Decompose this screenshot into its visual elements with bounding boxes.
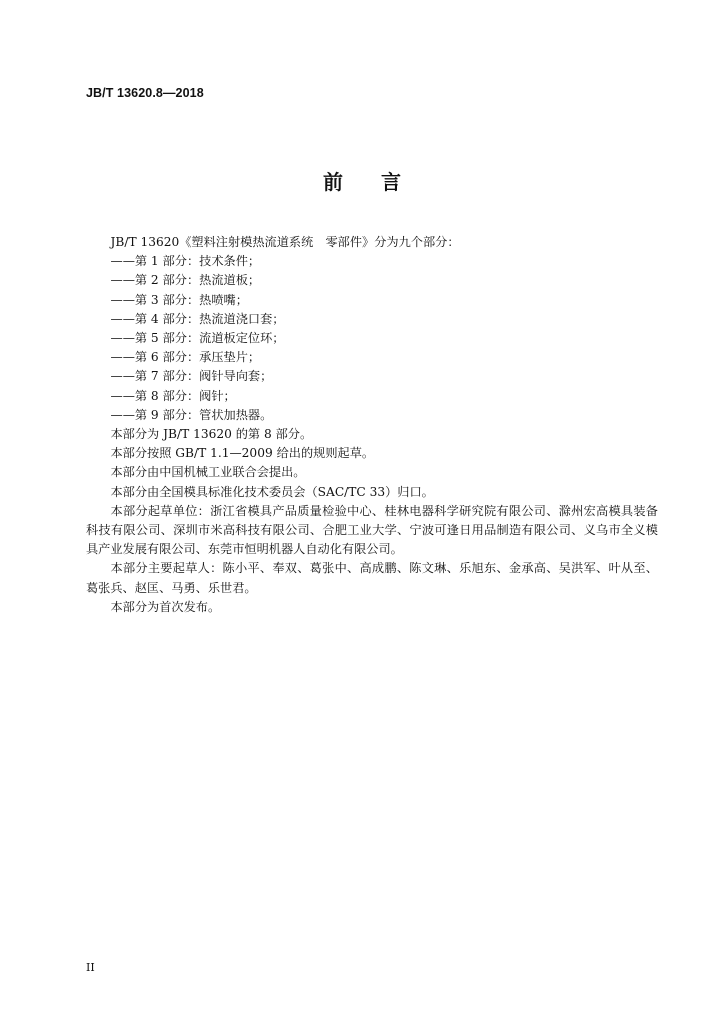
proposed-by-paragraph: 本部分由中国机械工业联合会提出。 bbox=[110, 465, 306, 480]
part-list-item: ——第 6 部分：承压垫片； bbox=[110, 350, 261, 365]
drafters-paragraph: 本部分主要起草人：陈小平、奉双、葛张中、高成鹏、陈文琳、乐旭东、金承高、吴洪军、叶从至、葛张兵、赵匡、马勇、乐世君。 bbox=[86, 561, 658, 595]
title-char-1: 前 bbox=[323, 170, 343, 194]
first-release-paragraph: 本部分为首次发布。 bbox=[110, 599, 221, 614]
title-char-2: 言 bbox=[381, 170, 401, 194]
part-list-item: ——第 2 部分：热流道板； bbox=[110, 273, 261, 288]
foreword-body bbox=[86, 233, 658, 617]
drafting-rule-paragraph: 本部分按照 GB/T 1.1—2009 给出的规则起草。 bbox=[110, 446, 375, 461]
part-list-item: ——第 8 部分：阀针； bbox=[110, 388, 236, 403]
part-of-paragraph: 本部分为 JB/T 13620 的第 8 部分。 bbox=[110, 427, 313, 442]
part-list-item: ——第 4 部分：热流道浇口套； bbox=[110, 311, 285, 326]
standard-code: JB/T 13620.8—2018 bbox=[86, 86, 204, 100]
part-list-item: ——第 5 部分：流道板定位环； bbox=[110, 331, 285, 346]
part-list-item: ——第 1 部分：技术条件； bbox=[110, 254, 261, 269]
part-list-item: ——第 9 部分：管状加热器。 bbox=[110, 407, 273, 422]
page-number: II bbox=[86, 961, 95, 974]
intro-paragraph: JB/T 13620《塑料注射模热流道系统 零部件》分为九个部分： bbox=[110, 235, 460, 249]
part-list-item: ——第 3 部分：热喷嘴； bbox=[110, 292, 248, 307]
part-list-item: ——第 7 部分：阀针导向套； bbox=[110, 369, 273, 384]
managed-by-paragraph: 本部分由全国模具标准化技术委员会（SAC/TC 33）归口。 bbox=[110, 484, 434, 499]
page-title bbox=[0, 166, 724, 195]
drafting-units-paragraph: 本部分起草单位：浙江省模具产品质量检验中心、桂林电器科学研究院有限公司、滁州宏高模具装备科技有限公司、深圳市米高科技有限公司、合肥工业大学、宁波可逢日用品制造有限公司、义乌市全义模具产业发展有限公司、东莞市恒明机器人自动化有限公司。 bbox=[86, 503, 658, 557]
